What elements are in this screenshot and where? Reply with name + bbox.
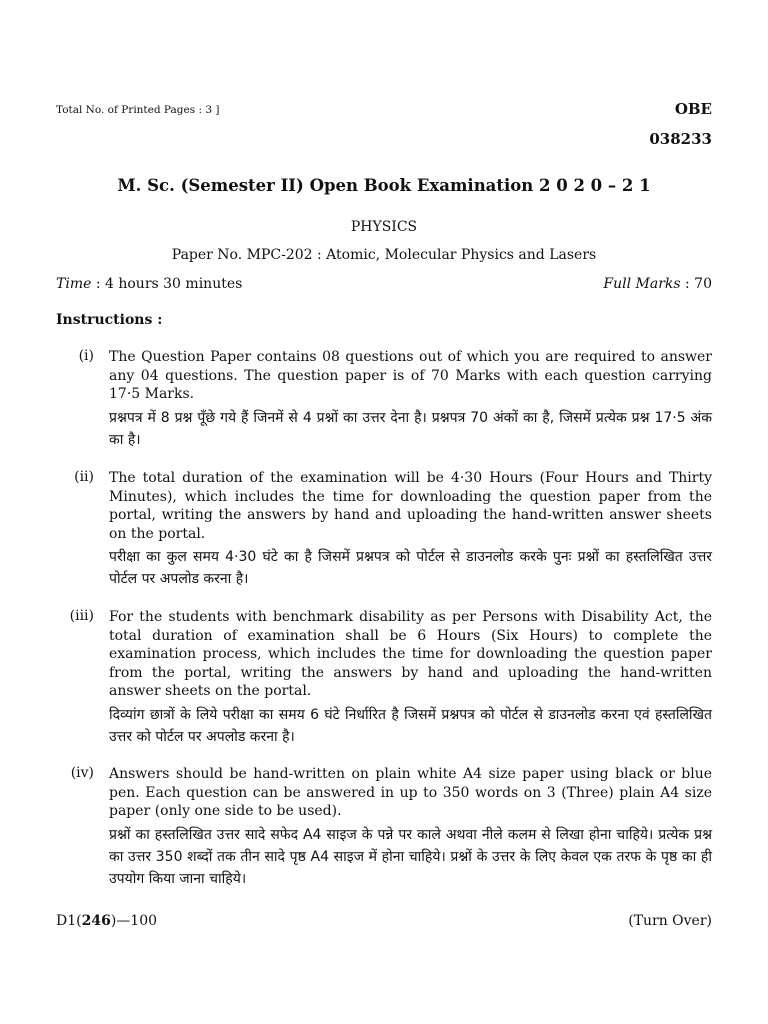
instruction-english: For the students with benchmark disability as per Persons with Disability Act, the total duration of examination shall be 6 Hours (Six Hours) to complete the examination process, which includes the time for downloading the question paper from the portal, writing the answers by hand and uploading the hand-written answer sheets on the portal. [109, 609, 712, 699]
paper-title: Paper No. MPC-202 : Atomic, Molecular Physics and Lasers [171, 247, 597, 263]
time-value: : 4 hours 30 minutes [91, 276, 243, 292]
printed-pages-note: Total No. of Printed Pages : 3 ] [56, 104, 220, 116]
exam-mode-code: OBE [674, 100, 712, 118]
subject-name: PHYSICS [350, 219, 418, 235]
instruction-english: The total duration of the examination will be 4·30 Hours (Four Hours and Thirty Minutes), which includes the time for downloading the question paper from the portal, writing the answers by hand and uploading the hand-written answer sheets on the portal. [109, 470, 712, 542]
instruction-hindi: दिव्यांग छात्रों के लिये परीक्षा का समय 6 घंटे निर्धारित है जिसमें प्रश्नपत्र को पोर्टल से डाउनलोड करना एवं हस्तलिखित उत्तर को पोर्टल पर अपलोड करना है। [109, 706, 712, 745]
paper-number: 038233 [649, 130, 712, 148]
paper-code-suffix: )—100 [110, 913, 158, 929]
instruction-english: Answers should be hand-written on plain white A4 size paper using black or blue pen. Each question can be answered in up to 350 words on 3 (Three) plain A4 size paper (only one side to be used). [109, 766, 712, 819]
instruction-number: (i) [78, 348, 94, 364]
exam-title: M. Sc. (Semester II) Open Book Examination 2 0 2 0 – 2 1 [117, 176, 651, 195]
turn-over-note: (Turn Over) [628, 913, 712, 929]
instruction-english: The Question Paper contains 08 questions out of which you are required to answer any 04 questions. The question paper is of 70 Marks with each question carrying 17·5 Marks. [109, 349, 712, 402]
instruction-number: (ii) [74, 469, 94, 485]
instruction-hindi: प्रश्नपत्र में 8 प्रश्न पूँछे गये हैं जिनमें से 4 प्रश्नों का उत्तर देना है। प्रश्नपत्र 70 अंकों का है, जिसमें प्रत्येक प्रश्न 17·5 अंक का है। [109, 409, 712, 448]
full-marks [603, 276, 712, 292]
time-allowed [56, 276, 242, 292]
time-label: Time [56, 276, 92, 292]
paper-code [56, 913, 157, 929]
instruction-hindi: प्रश्नों का हस्तलिखित उत्तर सादे सफेद A4 साइज के पन्ने पर काले अथवा नीले कलम से लिखा होना चाहिये। प्रत्येक प्रश्न का उत्तर 350 शब्दों तक तीन सादे पृष्ठ A4 साइज में होना चाहिये। प्रश्नों के उत्तर के लिए केवल एक तरफ के पृष्ठ का ही उपयोग किया जाना चाहिये। [109, 826, 712, 887]
marks-value: : 70 [680, 276, 712, 292]
paper-code-number: 246 [81, 913, 111, 929]
marks-label: Full Marks [603, 276, 681, 292]
instruction-number: (iv) [70, 765, 94, 781]
paper-code-prefix: D1( [56, 913, 82, 929]
instruction-hindi: परीक्षा का कुल समय 4·30 घंटे का है जिसमें प्रश्नपत्र को पोर्टल से डाउनलोड करके पुनः प्रश्नों का हस्तलिखित उत्तर पोर्टल पर अपलोड करना है। [109, 549, 712, 587]
instructions-heading: Instructions : [56, 312, 163, 328]
instruction-number: (iii) [69, 608, 94, 624]
